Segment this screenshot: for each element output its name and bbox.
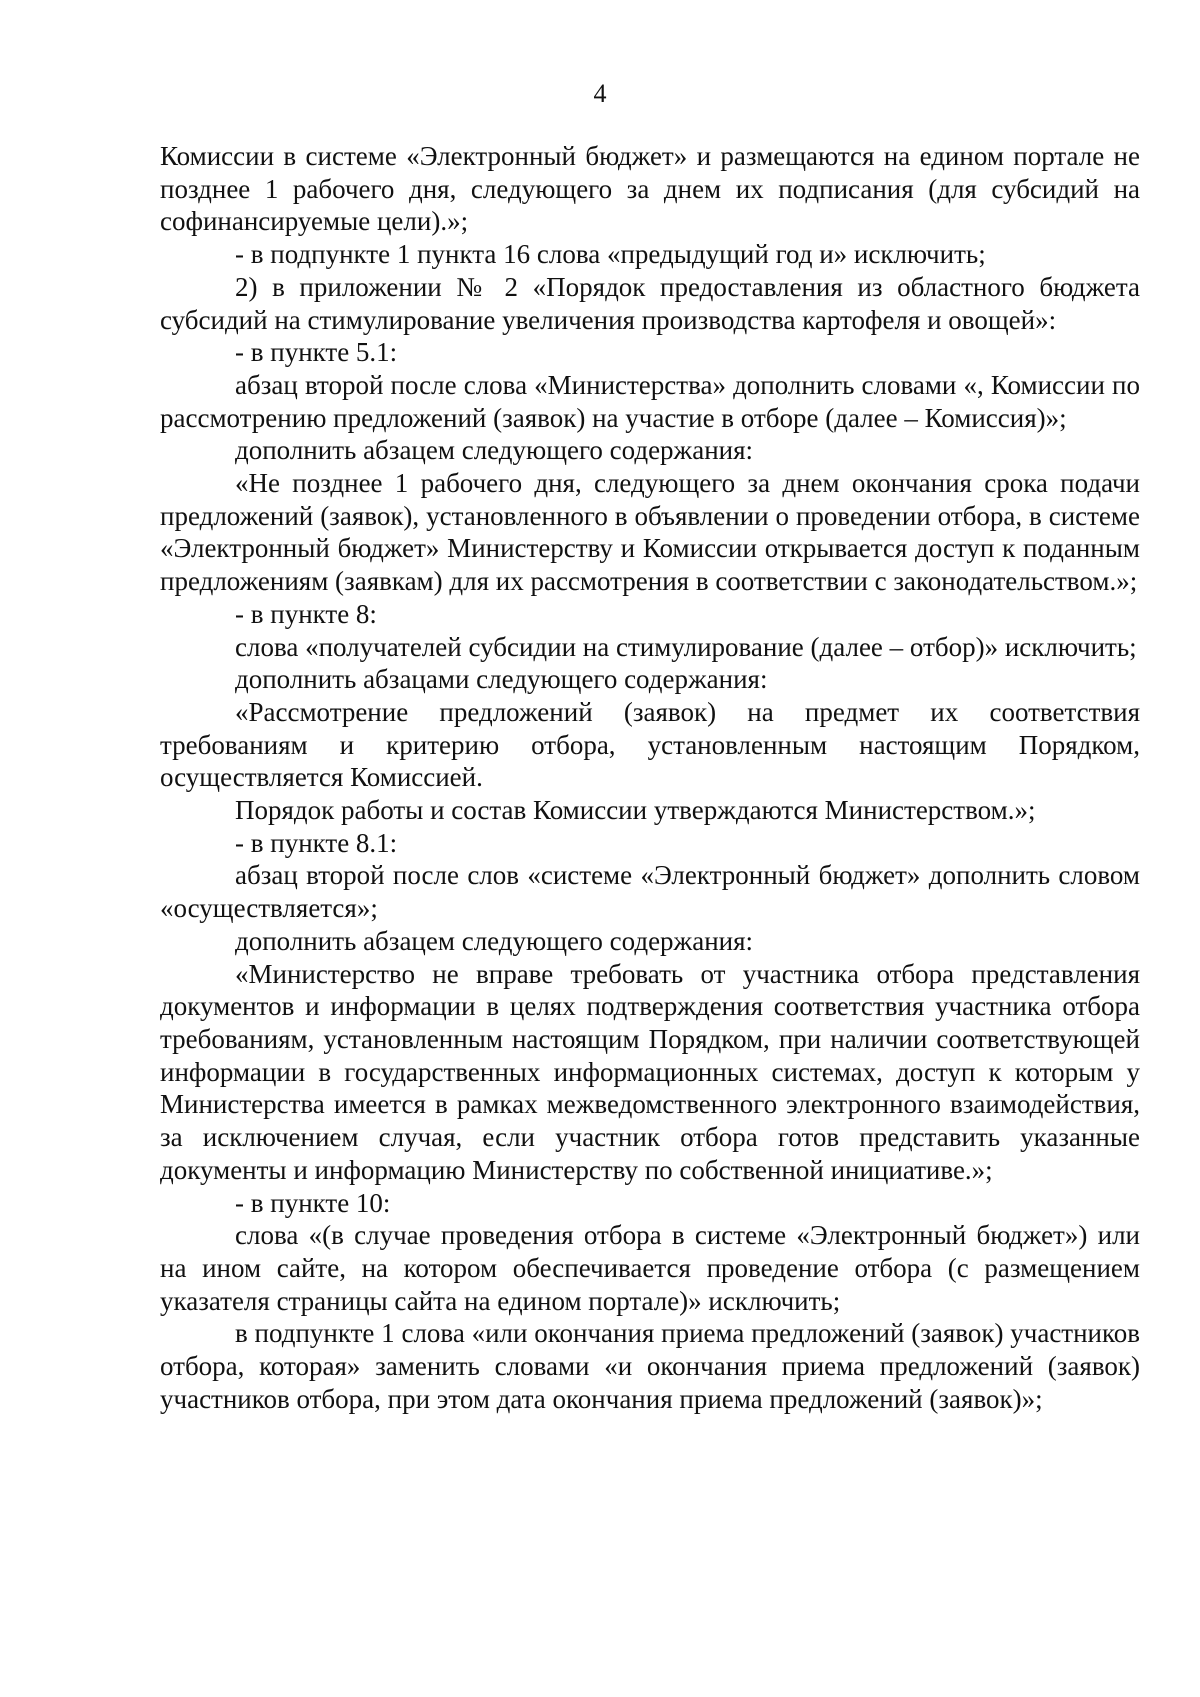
- paragraph: «Не позднее 1 рабочего дня, следующего за днем окончания срока подачи предложений (заявок), установленного в объявлении о проведении отбора, в системе «Электронный бюджет» Министерству и Комиссии открывается доступ к поданным предложениям (заявкам) для их рассмотрения в соответствии с законодательством.»;: [160, 468, 1140, 597]
- page-number: 4: [593, 79, 607, 108]
- document-body: [160, 140, 1140, 1415]
- paragraph: дополнить абзацем следующего содержания:: [235, 925, 754, 956]
- paragraph: Порядок работы и состав Комиссии утверждаются Министерством.»;: [235, 795, 1036, 826]
- paragraph: - в пункте 10:: [235, 1187, 391, 1218]
- paragraph: - в пункте 8.1:: [235, 827, 398, 858]
- paragraph: Комиссии в системе «Электронный бюджет» и размещаются на едином портале не позднее 1 рабочего дня, следующего за днем их подписания (для субсидий на софинансируемые цели).»;: [160, 141, 1140, 237]
- paragraph: абзац второй после слова «Министерства» дополнить словами «, Комиссии по рассмотрению предложений (заявок) на участие в отборе (далее – Комиссия)»;: [160, 369, 1140, 433]
- paragraph: абзац второй после слов «системе «Электронный бюджет» дополнить словом «осуществляется»;: [160, 860, 1140, 924]
- paragraph: - в пункте 5.1:: [235, 337, 398, 368]
- paragraph: «Рассмотрение предложений (заявок) на предмет их соответствия требованиям и критерию отбора, установленным настоящим Порядком, осуществляется Комиссией.: [160, 696, 1140, 793]
- paragraph: в подпункте 1 слова «или окончания приема предложений (заявок) участников отбора, которая» заменить словами «и окончания приема предложений (заявок) участников отбора, при этом дата окончания приема предложений (заявок)»;: [160, 1318, 1140, 1414]
- paragraph: 2) в приложении № 2 «Порядок предоставления из областного бюджета субсидий на стимулирование увеличения производства картофеля и овощей»:: [160, 271, 1140, 335]
- paragraph: - в подпункте 1 пункта 16 слова «предыдущий год и» исключить;: [235, 239, 986, 270]
- paragraph: слова «(в случае проведения отбора в системе «Электронный бюджет») или на ином сайте, на котором обеспечивается проведение отбора (с размещением указателя страницы сайта на едином портале)» исключить;: [160, 1220, 1140, 1316]
- paragraph: - в пункте 8:: [235, 598, 377, 629]
- paragraph: слова «получателей субсидии на стимулирование (далее – отбор)» исключить;: [235, 631, 1137, 662]
- paragraph: «Министерство не вправе требовать от участника отбора представления документов и информации в целях подтверждения соответствия участника отбора требованиям, установленным настоящим Порядком, при наличии соответствующей информации в государственных информационных системах, доступ к которым у Министерства имеется в рамках межведомственного электронного взаимодействия, за исключением случая, если участник отбора готов представить указанные документы и информацию Министерству по собственной инициативе.»;: [160, 958, 1140, 1185]
- paragraph: дополнить абзацами следующего содержания:: [235, 664, 768, 695]
- paragraph: дополнить абзацем следующего содержания:: [235, 435, 754, 466]
